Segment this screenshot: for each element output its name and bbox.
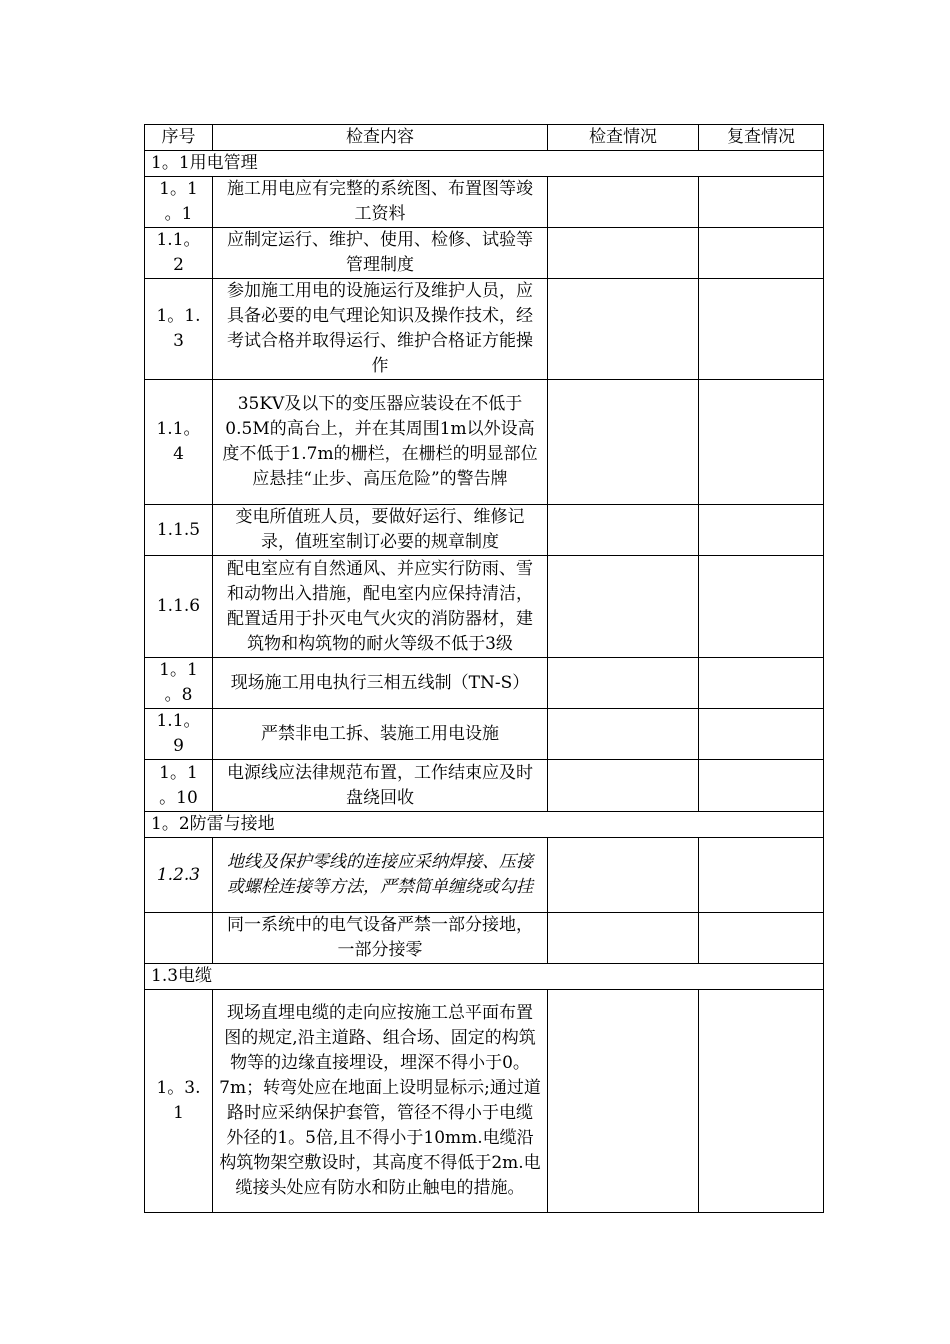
item-content: 现场施工用电执行三相五线制（TN-S） xyxy=(213,658,548,709)
item-content: 参加施工用电的设施运行及维护人员，应具备必要的电气理论知识及操作技术，经考试合格并取得运行、维护合格证方能操作 xyxy=(213,279,548,380)
item-content: 变电所值班人员，要做好运行、维修记录，值班室制订必要的规章制度 xyxy=(213,505,548,556)
recheck-cell[interactable] xyxy=(699,658,824,709)
recheck-cell[interactable] xyxy=(699,913,824,964)
item-number: 1.1.5 xyxy=(145,505,213,556)
item-number: 1.1。 9 xyxy=(145,709,213,760)
section-row xyxy=(145,964,824,990)
section-row xyxy=(145,812,824,838)
check-cell[interactable] xyxy=(548,838,699,913)
check-cell[interactable] xyxy=(548,556,699,658)
item-content: 施工用电应有完整的系统图、布置图等竣工资料 xyxy=(213,177,548,228)
item-number: 1。1 。8 xyxy=(145,658,213,709)
check-cell[interactable] xyxy=(548,913,699,964)
item-content: 地线及保护零线的连接应采纳焊接、压接或螺栓连接等方法，严禁简单缠绕或勾挂 xyxy=(213,838,548,913)
recheck-cell[interactable] xyxy=(699,228,824,279)
table-row xyxy=(145,177,824,228)
recheck-cell[interactable] xyxy=(699,990,824,1213)
header-seq: 序号 xyxy=(145,125,213,151)
table-row xyxy=(145,838,824,913)
check-cell[interactable] xyxy=(548,177,699,228)
recheck-cell[interactable] xyxy=(699,838,824,913)
item-number: 1。1 。10 xyxy=(145,760,213,812)
item-content: 同一系统中的电气设备严禁一部分接地，一部分接零 xyxy=(213,913,548,964)
item-number: 1.1。 2 xyxy=(145,228,213,279)
item-content: 应制定运行、维护、使用、检修、试验等管理制度 xyxy=(213,228,548,279)
item-content: 配电室应有自然通风、并应实行防雨、雪和动物出入措施，配电室内应保持清洁，配置适用于扑灭电气火灾的消防器材，建筑物和构筑物的耐火等级不低于3级 xyxy=(213,556,548,658)
table-row xyxy=(145,709,824,760)
item-number: 1.2.3 xyxy=(145,838,213,913)
item-content: 严禁非电工拆、装施工用电设施 xyxy=(213,709,548,760)
section-title: 1.3电缆 xyxy=(145,964,824,990)
section-title: 1。2防雷与接地 xyxy=(145,812,824,838)
header-check: 检查情况 xyxy=(548,125,699,151)
item-content: 35KV及以下的变压器应装设在不低于0.5M的高台上，并在其周围1m以外设高度不低于1.7m的栅栏，在栅栏的明显部位应悬挂“止步、高压危险”的警告牌 xyxy=(213,380,548,505)
check-cell[interactable] xyxy=(548,990,699,1213)
check-cell[interactable] xyxy=(548,380,699,505)
table-row xyxy=(145,913,824,964)
section-row xyxy=(145,151,824,177)
item-number: 1。1. 3 xyxy=(145,279,213,380)
recheck-cell[interactable] xyxy=(699,505,824,556)
section-title: 1。1用电管理 xyxy=(145,151,824,177)
recheck-cell[interactable] xyxy=(699,709,824,760)
check-cell[interactable] xyxy=(548,279,699,380)
table-row xyxy=(145,658,824,709)
header-content: 检查内容 xyxy=(213,125,548,151)
item-content: 现场直埋电缆的走向应按施工总平面布置图的规定,沿主道路、组合场、固定的构筑物等的边缘直接埋设，埋深不得小于0。7m；转弯处应在地面上设明显标示;通过道路时应采纳保护套管，管径不得小于电缆外径的1。5倍,且不得小于10mm.电缆沿构筑物架空敷设时，其高度不得低于2m.电缆接头处应有防水和防止触电的措施。 xyxy=(213,990,548,1213)
inspection-table xyxy=(144,124,824,1213)
recheck-cell[interactable] xyxy=(699,177,824,228)
table-row xyxy=(145,556,824,658)
recheck-cell[interactable] xyxy=(699,380,824,505)
table-row xyxy=(145,228,824,279)
check-cell[interactable] xyxy=(548,709,699,760)
table-row xyxy=(145,990,824,1213)
table-row xyxy=(145,380,824,505)
item-number: 1。1 。1 xyxy=(145,177,213,228)
item-number: 1.1。 4 xyxy=(145,380,213,505)
table-row xyxy=(145,279,824,380)
check-cell[interactable] xyxy=(548,658,699,709)
recheck-cell[interactable] xyxy=(699,760,824,812)
recheck-cell[interactable] xyxy=(699,279,824,380)
check-cell[interactable] xyxy=(548,760,699,812)
table-row xyxy=(145,760,824,812)
table-row xyxy=(145,505,824,556)
item-content: 电源线应法律规范布置，工作结束应及时盘绕回收 xyxy=(213,760,548,812)
item-number: 1.1.6 xyxy=(145,556,213,658)
recheck-cell[interactable] xyxy=(699,556,824,658)
item-number: 1。3. 1 xyxy=(145,990,213,1213)
check-cell[interactable] xyxy=(548,505,699,556)
item-number xyxy=(145,913,213,964)
check-cell[interactable] xyxy=(548,228,699,279)
header-row xyxy=(145,125,824,151)
header-recheck: 复查情况 xyxy=(699,125,824,151)
